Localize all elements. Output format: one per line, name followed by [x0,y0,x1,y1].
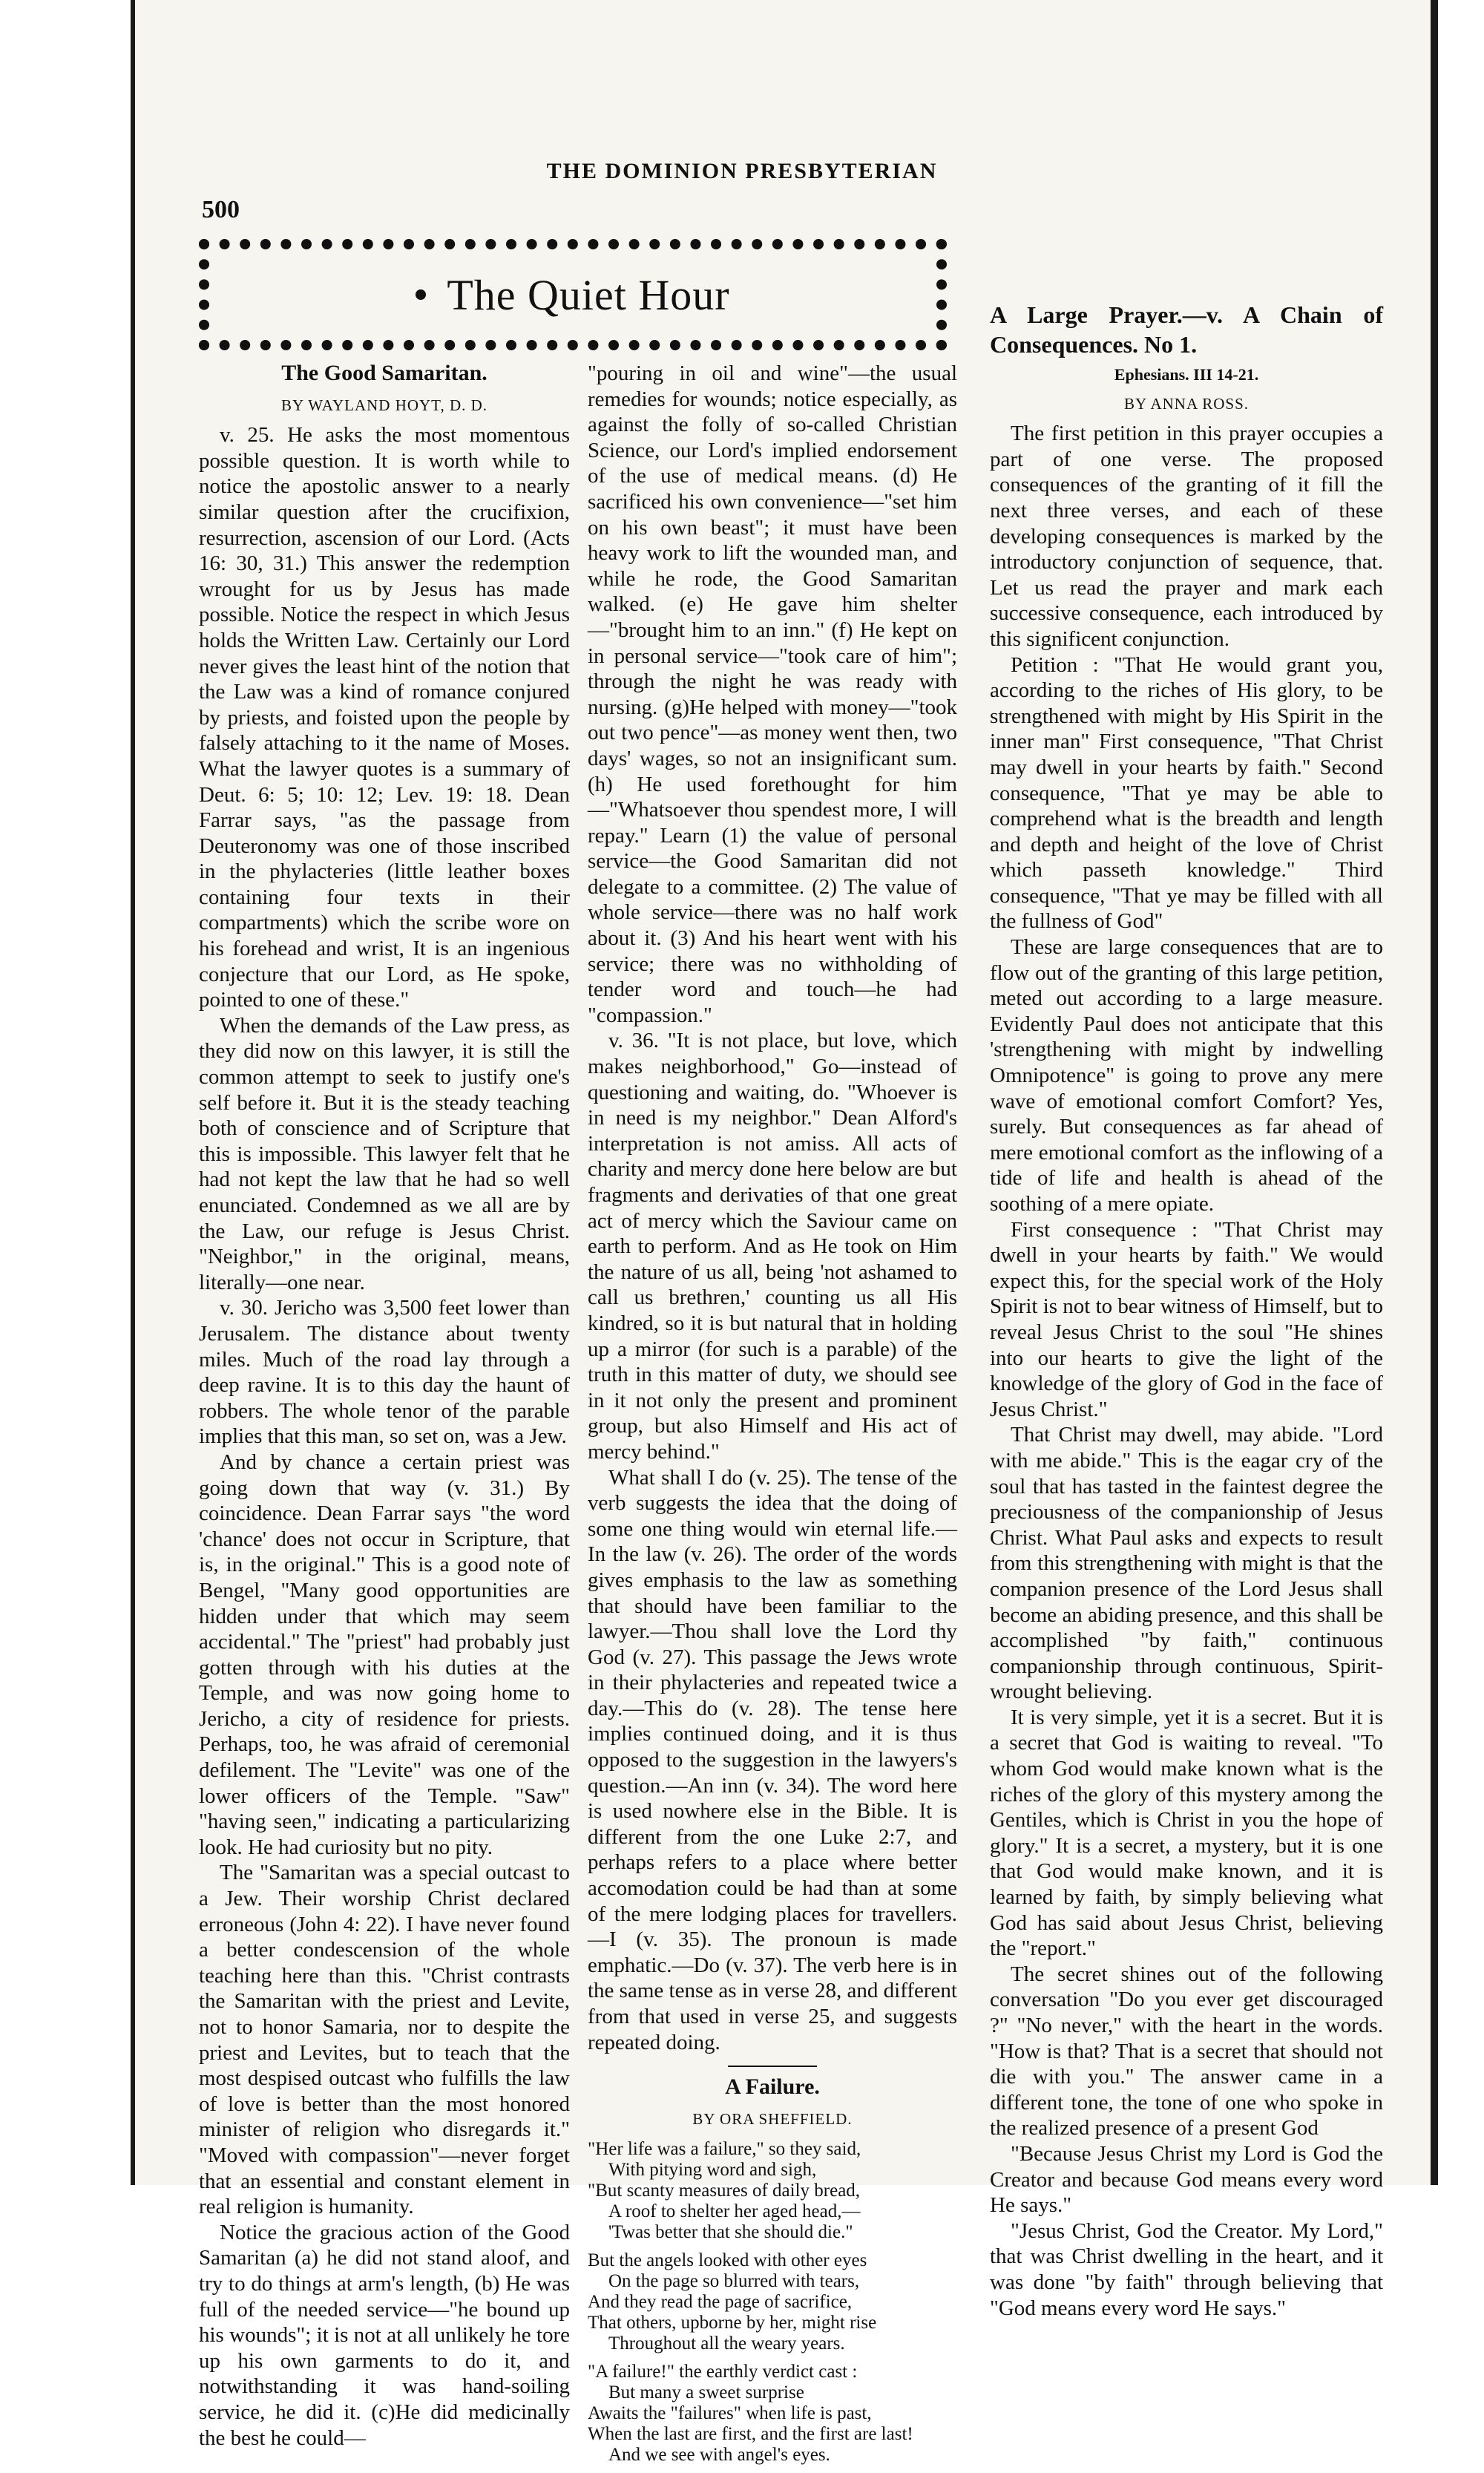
paragraph: What shall I do (v. 25). The tense of the verb suggests the idea that the doing of some one thing would win eternal life.—In the law (v. 26). The order of the words gives emphasis to the law as something that should have been familiar to the lawyer.—Thou shall love the Lord thy God (v. 27). This passage the Jews wrote in their phylacteries and repeated twice a day.—This do (v. 28). The tense here implies continued doing, and it is thus opposed to the suggestion in the lawyers's question.—An inn (v. 34). The word here is used nowhere else in the Bible. It is different from the one Luke 2:7, and perhaps refers to a place where better accomodation could be had than at some of the mere lodging places for travellers.—I (v. 35). The pronoun is made emphatic.—Do (v. 37). The verb here is in the same tense as in verse 28, and different from that used in verse 25, and suggests repeated doing. [588,1465,957,2054]
paragraph: "Because Jesus Christ my Lord is God the Creator and because God means every word He says." [990,2141,1383,2218]
paragraph: First consequence : "That Christ may dwell in your hearts by faith." We would expect this, for the special work of the Holy Spirit is not to bear witness of Himself, but to reveal Jesus Christ to the soul "He shines into our hearts to give the light of the knowledge of the glory of God in the face of Jesus Christ." [990,1217,1384,1421]
column-2 [588,361,957,2473]
running-head: THE DOMINION PRESBYTERIAN [546,159,938,183]
scripture-reference: Ephesians. III 14-21. [1114,365,1259,384]
paragraph: That Christ may dwell, may abide. "Lord with me abide." This is the eagar cry of the soul that has tasted in the faintest degree the preciousness of the companionship of Jesus Christ. What Paul asks and expects to result from this strengthening with might is that the companion presence of the Lord Jesus shall become an abiding presence, and this shall be accomplished "by faith," continuous companionship through continuous, Spirit-wrought believing. [990,1423,1383,1704]
poem-line: "Her life was a failure," so they said, [588,2139,861,2160]
banner-title: The Quiet Hour [447,270,730,319]
section-divider [728,2066,817,2067]
paragraph: It is very simple, yet it is a secret. But it is a secret that God is waiting to reveal. "To whom God would make known what is the riches of the glory of this mystery among the Gentiles, which is Christ in you the hope of glory." It is a secret, a mystery, but it is one that God would make known, and it is learned by faith, by simply believing what God has said about Jesus Christ, believing the "report." [990,1705,1383,1961]
poem-line: A roof to shelter her aged head,— [608,2201,861,2222]
paragraph: These are large consequences that are to flow out of the granting of this large petition, meted out according to a large measure. Evidently Paul does not anticipate that this 'strengthening with might by indwelling Omnipotence" is going to prove any mere wave of emotional comfort Comfort? Yes, surely. But consequences as far ahead of mere emotional comfort as the inflowing of a tide of life and health is ahead of the soothing of a mere opiate. [990,935,1383,1216]
poem-stanza [588,2362,957,2466]
poem-line: 'Twas better that she should die." [608,2222,853,2243]
article-title: The Good Samaritan. [281,361,487,385]
quiet-hour-banner [199,239,947,350]
article-title: A Large Prayer.—v. A Chain of Consequences. No 1. [990,301,1383,358]
paragraph: The secret shines out of the following conversation "Do you ever get discouraged ?" "No never," with the heart in the words. "How is that? That is a secret that should not die with you." The answer came in a different tone, the tone of one who spoke in the realized presence of a present God [990,1962,1383,2140]
page-number: 500 [202,196,240,223]
poem-stanza [588,2250,957,2354]
paragraph: The "Samaritan was a special outcast to a Jew. Their worship Christ declared erroneous (John 4: 22). I have never found a better condescension of the whole teaching here than this. "Christ contrasts the Samaritan with the priest and Levite, not to honor Samaria, nor to despite the priest and Levites, but to teach that the most despised outcast who fulfills the law of love is better than the most honored minister of religion who disregards it." "Moved with compassion"—never forget that an essential and constant element in real religion is humanity. [199,1861,570,2219]
poem-body [588,2139,957,2466]
paragraph: v. 36. "It is not place, but love, which makes neighborhood," Go—instead of questioning and waiting, do. "Whoever is in need is my neighbor." Dean Alford's interpretation is not amiss. All acts of charity and mercy done here below are but fragments and derivaties of that one great act of mercy which the Saviour came on earth to perform. And as He took on Him the nature of us all, being 'not ashamed to call us brethren,' counting us all His kindred, so it is but natural that in holding up a mirror (for such is a parable) of the truth in this matter of duty, we should see in it not only the present and prominent group, but also Himself and His act of mercy behind." [588,1029,957,1464]
poem-line: And they read the page of sacrifice, [588,2292,853,2313]
bullet-icon [416,289,426,300]
paragraph: "pouring in oil and wine"—the usual remedies for wounds; notice especially, as against the folly of so-called Christian Science, our Lord's implied endorsement of the use of medical means. (d) He sacrificed his own convenience—"set him on his own beast"; it must have been heavy work to lift the wounded man, and while he rode, the Good Samaritan walked. (e) He gave him shelter—"brought him to an inn." (f) He kept on in personal service—"took care of him"; through the night he was ready with nursing. (g)He helped with money—"took out two pence"—as money went then, two days' wages, so not an insignificant sum. (h) He used forethought for him—"Whatsoever thou spendest more, I will repay." Learn (1) the value of personal service—the Good Samaritan did not delegate to a committee. (2) The value of whole service—there was no half work about it. (3) And his heart went with his service; there was no withholding of tender word and touch—he had "compassion." [588,361,957,1027]
column-3 [990,300,1383,2321]
poem-line: That others, upborne by her, might rise [588,2313,877,2333]
poem-line: But the angels looked with other eyes [588,2250,867,2271]
poem-line: And we see with angel's eyes. [608,2445,830,2466]
poem-line: "A failure!" the earthly verdict cast : [588,2362,858,2382]
poem-line: "But scanty measures of daily bread, [588,2181,861,2201]
poem-line: On the page so blurred with tears, [608,2271,860,2292]
paragraph: When the demands of the Law press, as they did now on this lawyer, it is still the common attempt to seek to justify one's self before it. But it is the steady teaching both of conscience and of Scripture that this is impossible. This lawyer felt that he had not kept the law that he had so well enunciated. Condemned as we all are by the Law, our refuge is Jesus Christ. "Neighbor," in the original, means, literally—one near. [199,1013,570,1294]
paragraph: Petition : "That He would grant you, according to the riches of His glory, to be strengthened with might by His Spirit in the inner man" First consequence, "That Christ may dwell in your hearts by faith." Second consequence, "That ye may be able to comprehend what is the breadth and length and depth and height of the love of Christ which passeth knowledge." Third consequence, "That ye may be filled with all the fullness of God" [990,652,1383,934]
banner-title-row [416,270,729,320]
paragraph: The first petition in this prayer occupies a part of one verse. The proposed consequences of the granting of it fill the next three verses, and each of these developing consequences is marked by the introductory conjunction of sequence, that. Let us read the prayer and mark each successive consequence, each introduced by this significent conjunction. [990,422,1383,651]
article-byline: BY WAYLAND HOYT, D. D. [280,396,488,414]
poem-byline: BY ORA SHEFFIELD. [692,2109,853,2128]
article-byline: BY ANNA ROSS. [1123,394,1250,413]
column-1 [199,361,570,2451]
paragraph: v. 25. He asks the most momentous possible question. It is worth while to notice the apostolic answer to a nearly similar question after the crucifixion, resurrection, ascension of our Lord. (Acts 16: 30, 31.) This answer the redemption wrought for us by Jesus has made possible. Notice the respect in which Jesus holds the Written Law. Certainly our Lord never gives the least hint of the notion that the Law was a kind of romance conjured by priests, and foisted upon the people by falsely attaching to it the name of Moses. What the lawyer quotes is a summary of Deut. 6: 5; 10: 12; Lev. 19: 18. Dean Farrar says, "as the passage from Deuteronomy was one of those inscribed in the phylacteries (little leather boxes containing four texts in their compartments) which the scribe wore on his forehead and wrist, It is an ingenious conjecture that our Lord, as He spoke, pointed to one of these." [199,423,570,1012]
poem-line: When the last are first, and the first are last! [588,2424,913,2445]
paragraph: Notice the gracious action of the Good Samaritan (a) he did not stand aloof, and try to do things at arm's length, (b) He was full of the needed service—"he bound up his wounds"; it is not at all unlikely he tore up his own garments to do it, and notwithstanding it was hand-soiling service, he did it. (c)He did medicinally the best he could— [199,2220,570,2450]
paragraph: "Jesus Christ, God the Creator. My Lord," that was Christ dwelling in the heart, and it was done "by faith" through believing that "God means every word He says." [990,2218,1383,2320]
paragraph: v. 30. Jericho was 3,500 feet lower than Jerusalem. The distance about twenty miles. Much of the road lay through a deep ravine. It is to this day the haunt of robbers. The whole tenor of the parable implies that this man, so set on, was a Jew. [199,1296,570,1449]
paragraph: And by chance a certain priest was going down that way (v. 31.) By coincidence. Dean Farrar says "the word 'chance' does not occur in Scripture, that is, in the original." This is a good note of Bengel, "Many good opportunities are hidden under that which may seem accidental." The "priest" had probably just gotten through with his duties at the Temple, and was now going home to Jericho, a city of residence for priests. Perhaps, too, he was afraid of ceremonial defilement. The "Levite" was one of the lower officers of the Temple. "Saw" "having seen," indicating a particularizing look. He had curiosity but no pity. [199,1450,570,1859]
poem-stanza [588,2139,957,2243]
poem-line: Throughout all the weary years. [608,2333,845,2354]
poem-line: With pitying word and sigh, [608,2160,817,2181]
poem-line: But many a sweet surprise [608,2382,804,2403]
poem-line: Awaits the "failures" when life is past, [588,2403,872,2424]
poem-title: A Failure. [725,2074,820,2100]
